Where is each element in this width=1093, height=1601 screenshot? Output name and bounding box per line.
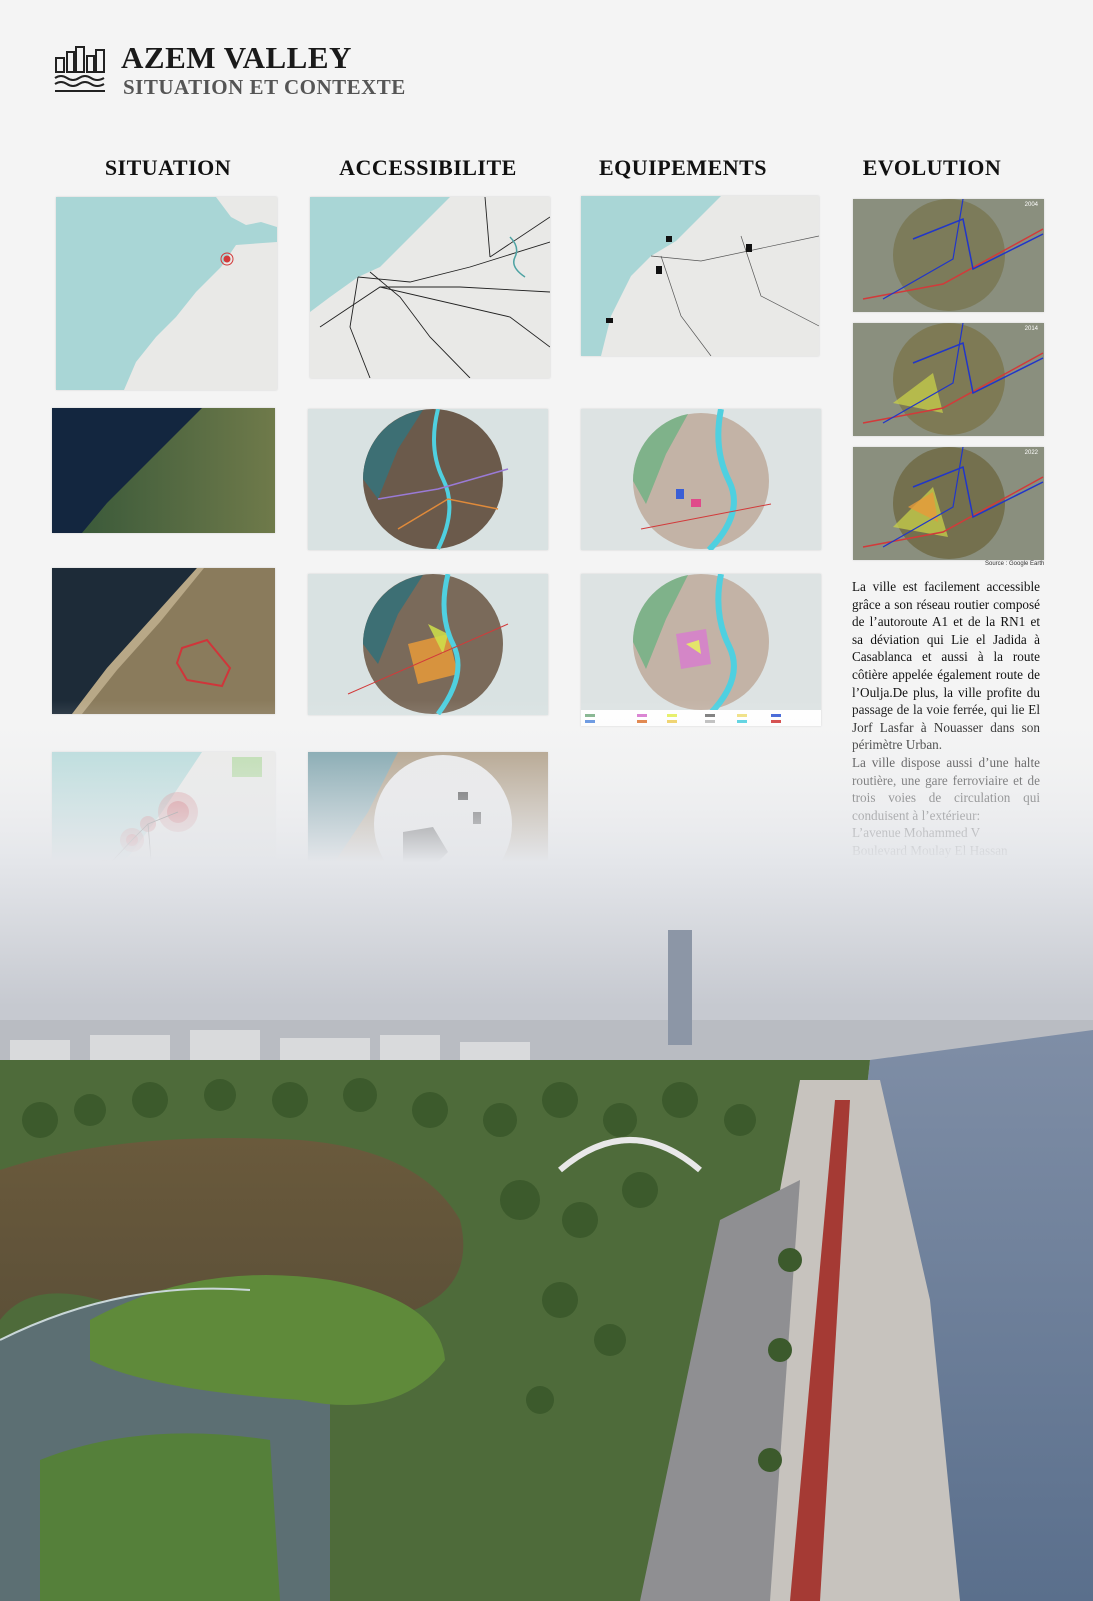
source-caption: Source : Google Earth — [985, 561, 1045, 567]
heading-evolution: EVOLUTION — [862, 155, 1002, 180]
aerial-render-image — [0, 700, 1093, 1601]
accessibilite-circle-zoning — [308, 574, 548, 715]
situation-satellite-city — [52, 568, 275, 714]
year-label-2022: 2022 — [1024, 450, 1038, 456]
evolution-map-2022 — [853, 447, 1044, 560]
heading-accessibilite: ACCESSIBILITE — [339, 155, 517, 180]
description-paragraph-1: La ville est facilement accessible grâce a son réseau routier composé de l’autoroute A1 et de la RN1 et sa déviation qui Lie el Jadida à Casablanca et aussi à la route côtière appelée également route de l’Oulja.De plus, la ville profite du — [852, 579, 1040, 700]
page-title: AZEM VALLEY — [121, 40, 352, 75]
year-label-2004: 2004 — [1024, 202, 1038, 208]
city-skyline-icon — [54, 44, 106, 94]
equipements-map — [581, 196, 819, 356]
accessibilite-road-map — [310, 197, 550, 378]
situation-satellite-coast — [52, 408, 275, 533]
accessibilite-circle-roads — [308, 409, 548, 550]
evolution-map-2014 — [853, 323, 1044, 436]
page-subtitle: SITUATION ET CONTEXTE — [123, 75, 406, 99]
evolution-map-2004 — [853, 199, 1044, 312]
heading-situation: SITUATION — [104, 155, 232, 180]
situation-map-morocco — [56, 197, 277, 390]
equipements-circle-1 — [581, 409, 821, 550]
heading-equipements: EQUIPEMENTS — [598, 155, 768, 180]
year-label-2014: 2014 — [1024, 326, 1038, 332]
